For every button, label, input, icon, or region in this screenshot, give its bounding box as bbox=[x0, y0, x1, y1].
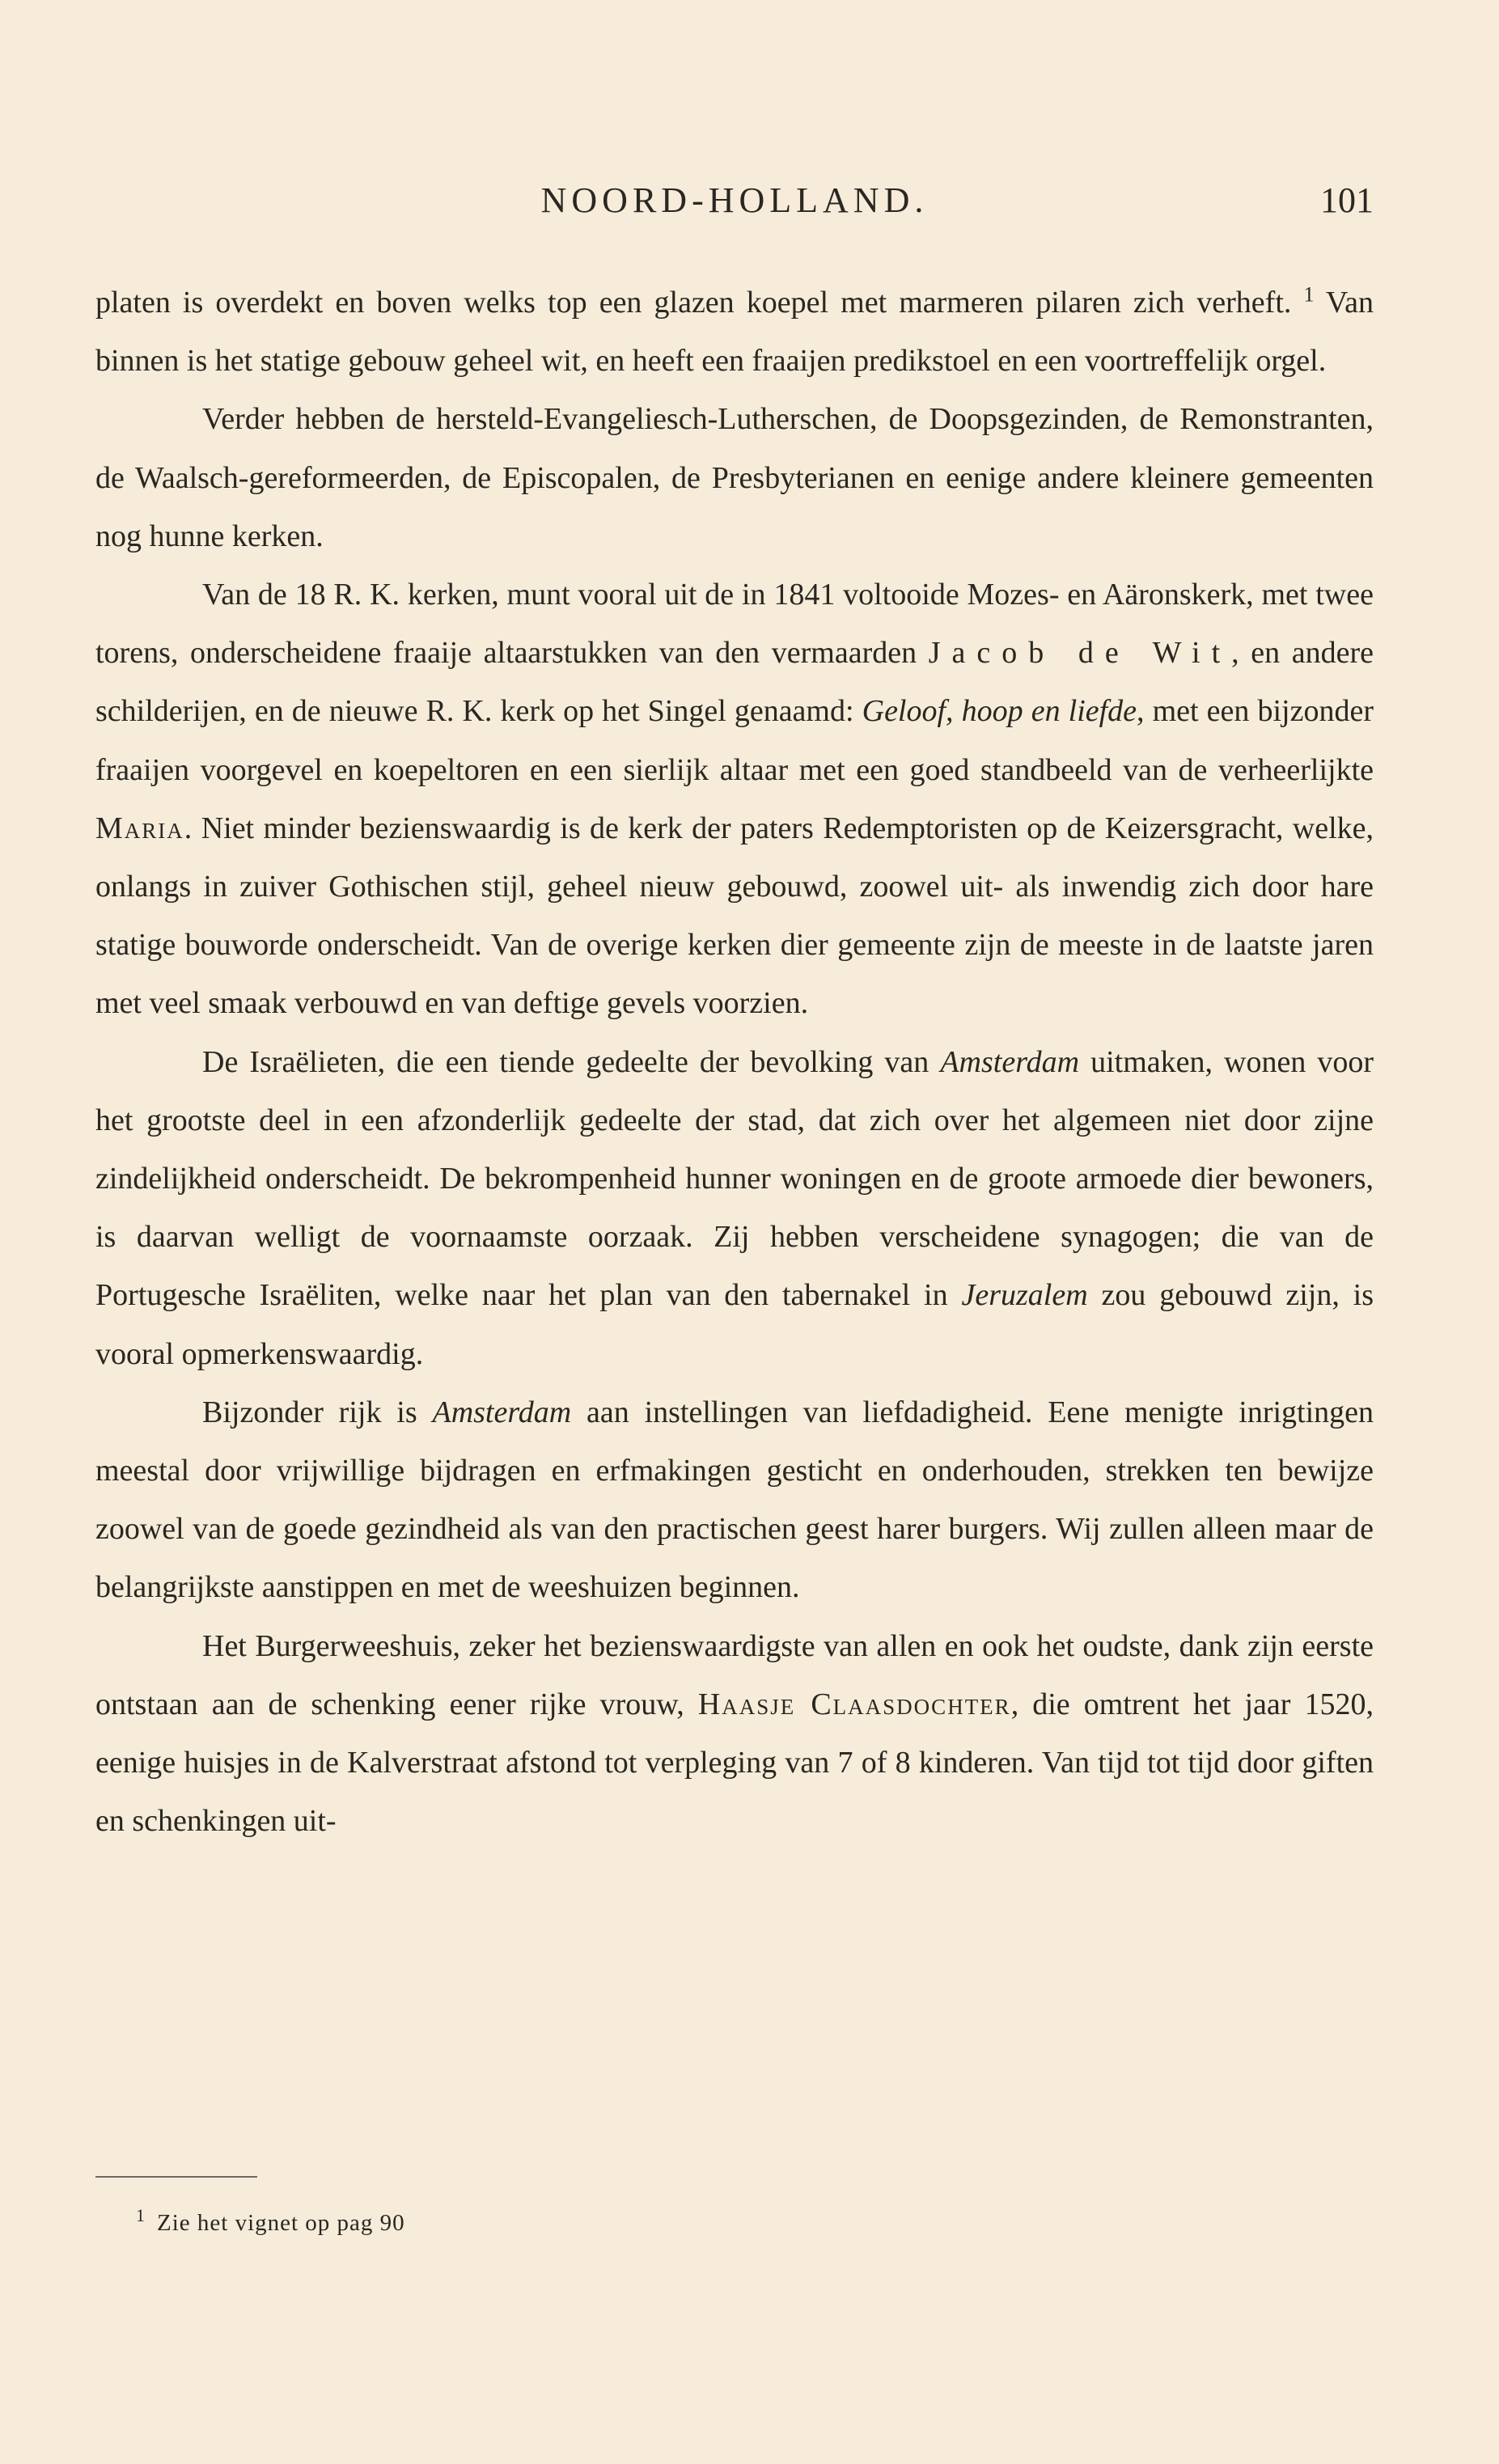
footnote-rule bbox=[95, 2176, 257, 2178]
page-number: 101 bbox=[1320, 180, 1374, 220]
founder-name-smallcaps: Haasje Claasdochter bbox=[697, 1687, 1011, 1721]
paragraph-3-text-d: . Niet minder bezienswaardig is de kerk der paters Redemptoristen op de Keizersgracht, welke, onlangs in zuiver Gothischen stijl, geheel nieuw gebouwd, zoowel uit- als inwendig zich door hare statige bouworde onderscheidt. Van de overige kerken dier gemeente zijn de meeste in de laatste jaren met veel smaak verbouwd en van deftige gevels voorzien. bbox=[95, 811, 1374, 1021]
paragraph-5-text-b: aan instellingen van liefdadigheid. Eene menigte inrigtingen meestal door vrijwillige bijdragen en erfmakingen gesticht en onderhouden, strekken ten bewijze zoowel van de goede gezindheid als van den practischen geest harer burgers. Wij zullen alleen maar de belangrijkste aanstippen en met de weeshuizen beginnen. bbox=[95, 1395, 1374, 1605]
running-head: NOORD-HOLLAND. bbox=[540, 180, 929, 220]
paragraph-5-text-a: Bijzonder rijk is bbox=[202, 1395, 417, 1429]
amsterdam-italic: Amsterdam bbox=[432, 1395, 572, 1429]
jeruzalem-italic: Jeruzalem bbox=[961, 1278, 1088, 1313]
paragraph-6-text-b: , die omtrent het jaar 1520, eenige huisjes in de Kalverstraat afstond tot verpleging van 7 of 8 kinderen. Van tijd tot tijd door giften en schenkingen uit- bbox=[95, 1687, 1374, 1839]
paragraph-1 bbox=[95, 273, 1374, 390]
paragraph-3-text-a: Van de 18 R. K. kerken, munt vooral uit de in 1841 voltooide Mozes- en Aäronskerk, met twee torens, onderscheidene fraaije altaarstukken van den vermaarden bbox=[95, 578, 1374, 671]
footnote-mark: 1 bbox=[136, 2205, 146, 2226]
maria-smallcaps: Maria bbox=[95, 811, 184, 845]
church-name-italic: Geloof, hoop en liefde bbox=[862, 694, 1137, 729]
paragraph-6-text-a: Het Burgerweeshuis, zeker het bezienswaardigste van allen en ook het oudste, dank zijn eerste ontstaan aan de schenking eener rijke vrouw, bbox=[95, 1628, 1374, 1721]
paragraph-4-text-c: zou gebouwd zijn, is vooral opmerkenswaardig. bbox=[95, 1278, 1374, 1371]
paragraph-1-text-b: Van binnen is het statige gebouw geheel wit, en heeft een fraaijen predikstoel en een voortreffelijk orgel. bbox=[95, 286, 1374, 379]
painter-name: Jacob de Wit bbox=[928, 636, 1232, 671]
footnote-reference: 1 bbox=[1303, 282, 1315, 307]
amsterdam-italic: Amsterdam bbox=[940, 1044, 1080, 1079]
paragraph-5 bbox=[95, 1383, 1374, 1617]
paragraph-2: Verder hebben de hersteld-Evangeliesch-Lutherschen, de Doopsgezinden, de Remonstranten, de Waalsch-gereformeerden, de Episcopalen, de Presbyterianen en eenige andere kleinere gemeenten nog hunne kerken. bbox=[95, 402, 1374, 553]
paragraph-4-text-a: De Israëlieten, die een tiende gedeelte der bevolking van bbox=[202, 1044, 929, 1079]
footnote bbox=[136, 2205, 405, 2237]
paragraph-4 bbox=[95, 1033, 1374, 1383]
page-header bbox=[95, 180, 1374, 236]
paragraph-3-text-b: , en andere schilderijen, en de nieuwe R. K. kerk op het Singel genaamd: bbox=[95, 636, 1374, 729]
paragraph-4-text-b: uitmaken, wonen voor het grootste deel in een afzonderlijk gedeelte der stad, dat zich over het algemeen niet door zijne zindelijkheid onderscheidt. De bekrompenheid hunner woningen en de groote armoede dier bewoners, is daarvan welligt de voornaamste oorzaak. Zij hebben verscheidene synagogen; die van de Portugesche Israëliten, welke naar het plan van den tabernakel in bbox=[95, 1044, 1374, 1313]
footnote-text: Zie het vignet op pag 90 bbox=[157, 2210, 405, 2236]
paragraph-6 bbox=[95, 1617, 1374, 1851]
paragraph-1-text-a: platen is overdekt en boven welks top een glazen koepel met marmeren pilaren zich verheft. bbox=[95, 286, 1292, 320]
paragraph-3-text-c: , met een bijzonder fraaijen voorgevel en koepeltoren en een sierlijk altaar met een goed standbeeld van de verheerlijkte bbox=[95, 694, 1374, 787]
body-text bbox=[95, 273, 1374, 1850]
paragraph-3 bbox=[95, 565, 1374, 1033]
